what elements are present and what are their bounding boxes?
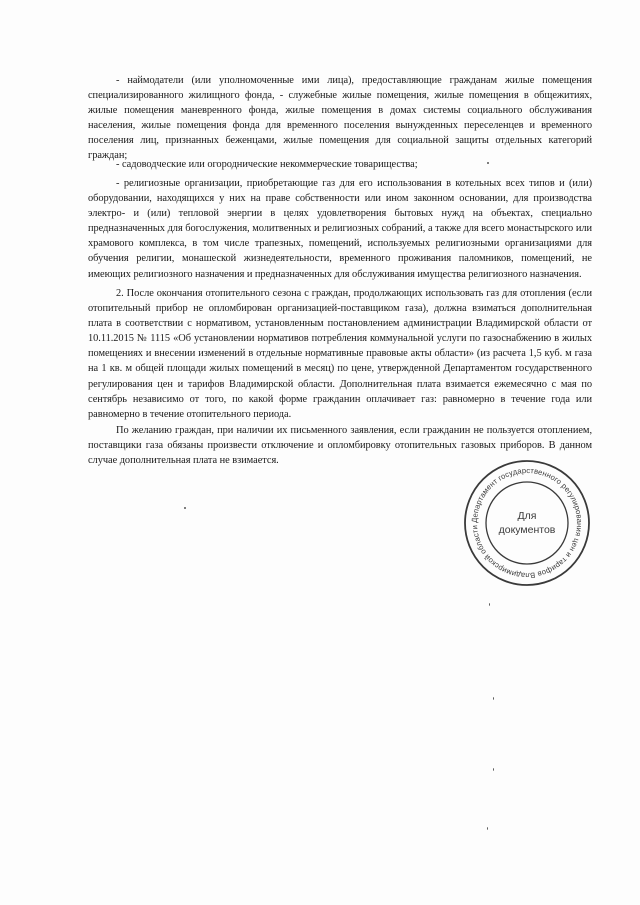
paragraph-religious-organizations	[88, 176, 592, 282]
scan-speck	[493, 697, 494, 700]
stamp-ring-text: Департамент государственного регулирования цен и тарифов Владимирской области	[469, 465, 585, 581]
stamp-inner-ring	[486, 482, 568, 564]
scan-speck	[493, 768, 494, 771]
stamp-center-line-1: Для	[517, 510, 537, 522]
paragraph-text: - садоводческие или огороднические некоммерческие товарищества;	[116, 159, 418, 170]
scan-speck	[487, 827, 488, 830]
paragraph-additional-fee	[88, 286, 592, 422]
stamp-center-line-2: документов	[498, 524, 556, 536]
paragraph-landlords	[88, 73, 592, 164]
paragraph-text: 2. После окончания отопительного сезона с граждан, продолжающих использовать газ для отопления (если отопительный прибор не опломбирован организацией-поставщиком газа), должна взиматься дополнительная плата в соответствии с нормативом, установленным постановлением администрации Владимирской области от 10.11.2015 № 1115 «Об установлении нормативов потребления коммунальной услуги по газоснабжению в жилых помещениях и внесении изменений в отдельные нормативные правовые акты области» (из расчета 1,5 куб. м газа на 1 кв. м общей площади жилых помещений в месяц) по цене, утвержденной Департаментом государственного регулирования цен и тарифов Владимирской области. Дополнительная плата взимается ежемесячно с мая по сентябрь независимо от того, по какой форме гражданин оплачивает газ: равномерно в течение года или равномерно в течение отопительного периода.	[88, 288, 592, 420]
scan-speck	[184, 507, 186, 509]
paragraph-text: По желанию граждан, при наличии их письменного заявления, если гражданин не пользуется отоплением, поставщики газа обязаны произвести отключение и опломбировку отопительных газовых приборов. В данном случае дополнительная плата не взимается.	[88, 425, 592, 467]
stamp-seal	[462, 458, 592, 588]
scan-speck	[487, 162, 489, 164]
official-stamp	[462, 458, 592, 588]
scan-speck	[489, 603, 490, 606]
paragraph-text: - религиозные организации, приобретающие газ для его использования в котельных всех типов и (или) оборудовании, находящихся у них на праве собственности или ином законном основании, для производства электро- и (или) тепловой энергии в целях удовлетворения бытовых нужд на объектах, специально предназначенных для богослужения, молитвенных и религиозных собраний, а также для всего монастырского или храмового комплекса, в том числе трапезных, помещений, используемых религиозными организациями для обучения религии, монашеской жизнедеятельности, временного проживания паломников, помещений, не имеющих религиозного назначения и предназначенных для обслуживания имущества религиозного назначения.	[88, 178, 592, 280]
paragraph-text: - наймодатели (или уполномоченные ими лица), предоставляющие гражданам жилые помещения специализированного жилищного фонда, - служебные жилые помещения, жилые помещения в общежитиях, жилые помещения маневренного фонда, жилые помещения в домах системы социального обслуживания населения, жилые помещения фонда для временного поселения вынужденных переселенцев и временного поселения лиц, признанных беженцами, жилые помещения для социальной защиты отдельных категорий граждан;	[88, 75, 592, 162]
paragraph-garden-partnerships	[88, 157, 592, 172]
stamp-outer-ring	[465, 461, 589, 585]
